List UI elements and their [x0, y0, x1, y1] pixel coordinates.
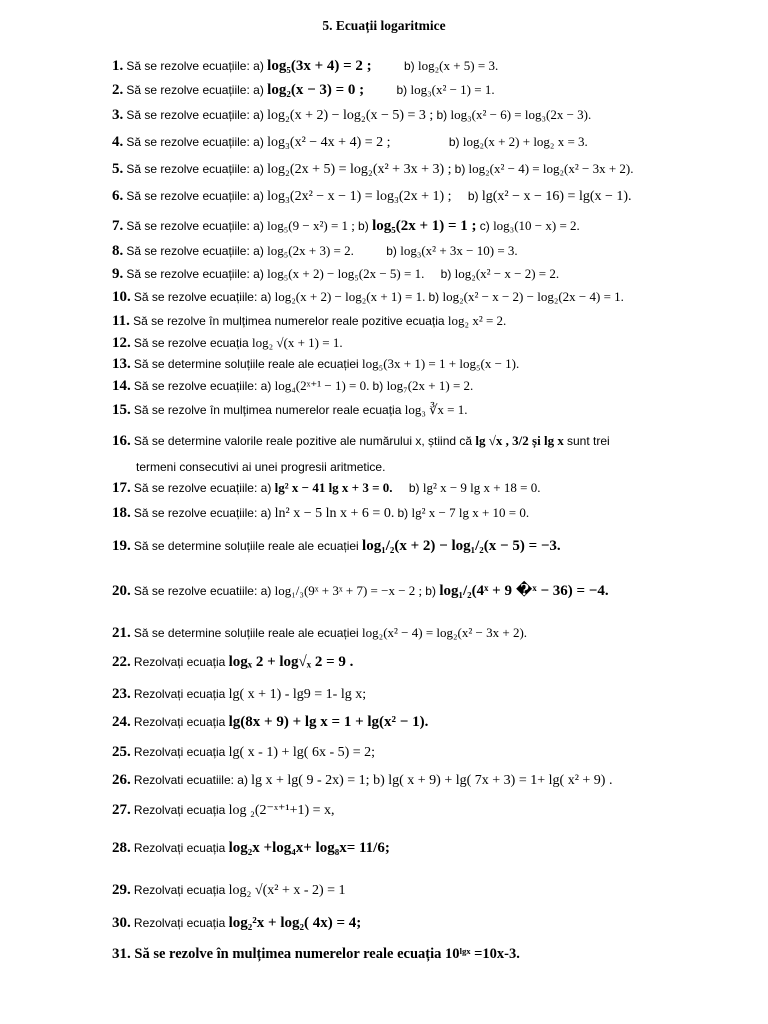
label-b: b) [448, 135, 463, 149]
equation-b: log₂(x² − x − 2) − log₂(2x − 4) = 1. [442, 289, 624, 304]
problem-21 [112, 625, 738, 641]
problem-text: Să se rezolve în mulțimea numerelor reale ecuația [133, 403, 405, 417]
equation-a: log₄(2ˣ⁺¹ − 1) = 0. [274, 378, 370, 393]
equation-b: log₃(x² − 1) = 1. [410, 82, 495, 97]
problem-text: Rezolvați ecuația [133, 655, 229, 669]
equation-b: lg² x − 9 lg x + 18 = 0. [422, 480, 541, 495]
problem-number: 11. [112, 313, 130, 329]
problem-29 [112, 882, 738, 899]
problem-28 [112, 840, 738, 856]
problem-number: 28. [112, 840, 131, 856]
label-b: b) [425, 584, 440, 598]
problem-number: 3. [112, 107, 124, 123]
equation-b: log₅(2x + 1) = 1 ; [372, 218, 477, 234]
equation-b: log₃(x² + 3x − 10) = 3. [400, 243, 518, 258]
problem-line2: termeni consecutivi ai unei progresii aritmetice. [136, 460, 386, 474]
problem-text: Să se determine soluțiile reale ale ecuației [133, 539, 363, 553]
problem-text: Rezolvați ecuația [133, 883, 229, 897]
problem-19 [112, 538, 738, 554]
problem-text: Să se rezolve ecuațiile: a) [126, 189, 268, 203]
problem-text: Să se determine soluțiile reale ale ecuației [133, 357, 363, 371]
equation-a: log₂(x + 2) − log₂(x − 5) = 3 ; [267, 108, 434, 123]
problem-text: Rezolvați ecuația [133, 803, 229, 817]
equation-a: log₃(x² − 4x + 4) = 2 ; [267, 135, 391, 150]
equation-a: log₂(x + 2) − log₂(x + 1) = 1. [274, 289, 426, 304]
problem-text: Să se rezolve ecuațiile: a) [133, 379, 275, 393]
label-b: b) [396, 83, 411, 97]
problem-number: 29. [112, 882, 131, 898]
problem-20 [112, 583, 738, 599]
equation-a: lg( x + 1) - lg9 = 1- lg x; [228, 687, 367, 702]
problem-text: Să se rezolve ecuațiile: a) [133, 290, 275, 304]
label-b: b) [372, 379, 387, 393]
problem-8 [112, 243, 738, 259]
label-b: b) [397, 506, 412, 520]
problem-number: 20. [112, 583, 131, 599]
label-b: b) [440, 267, 455, 281]
problem-text: Să se rezolve ecuațiile: a) [126, 219, 268, 233]
problem-text: Rezolvati ecuatiile: a) [133, 773, 248, 787]
equation-b: log₇(2x + 1) = 2. [386, 378, 474, 393]
equation-b: log₁/₂(4ˣ + 9 �ˣ − 36) = −4. [439, 583, 609, 599]
equation-a: log₅(3x + 1) = 1 + log₅(x − 1). [362, 356, 520, 371]
problem-11 [112, 313, 738, 329]
problem-text: Să se rezolve ecuațiile: a) [133, 506, 275, 520]
problem-text: Să se determine valorile reale pozitive ale numărului x, știind că [133, 434, 476, 448]
problem-text: Să se rezolve ecuațiile: a) [126, 83, 268, 97]
problem-number: 25. [112, 744, 131, 760]
equation-a: lg( x - 1) + lg( 6x - 5) = 2; [228, 745, 376, 760]
equation-a: log₅(3x + 4) = 2 ; [267, 58, 372, 74]
problem-number: 19. [112, 538, 131, 554]
problem-text: Rezolvați ecuația [133, 745, 229, 759]
equation-a: lg √x , 3/2 și lg x [475, 433, 564, 448]
problem-31 [112, 946, 738, 962]
equation-a: log₅(2x + 3) = 2. [267, 243, 354, 258]
problem-number: 14. [112, 378, 131, 394]
problem-26 [112, 772, 738, 789]
problem-number: 24. [112, 714, 131, 730]
problem-number: 9. [112, 266, 124, 282]
problem-5 [112, 161, 738, 178]
problem-number: 13. [112, 356, 131, 372]
problem-number: 15. [112, 402, 131, 418]
problem-30 [112, 915, 738, 931]
problem-number: 17. [112, 480, 131, 496]
equation-a: log₂ √(x + 1) = 1. [251, 335, 343, 350]
problem-text: Să se rezolve ecuațiile: a) [133, 481, 275, 495]
problem-number: 21. [112, 625, 131, 641]
label-b: b) [408, 481, 423, 495]
equation-a: log₅(9 − x²) = 1 ; [267, 218, 355, 233]
problem-number: 30. [112, 915, 131, 931]
problem-text: Să se rezolve ecuațiile: a) [126, 108, 268, 122]
equation-b: log₂(x + 2) + log₂ x = 3. [462, 134, 588, 149]
problem-15 [112, 402, 738, 418]
label-b: b) [454, 162, 466, 176]
problem-number: 6. [112, 188, 124, 204]
equation-a: log₂(x − 3) = 0 ; [267, 82, 365, 98]
problem-22 [112, 654, 738, 670]
problem-17 [112, 480, 738, 496]
problem-24 [112, 714, 738, 730]
equation-b: log₂(x² − 4) = log₂(x² − 3x + 2). [468, 161, 634, 176]
problem-text: Să se rezolve în mulțimea numerelor reale pozitive ecuația [133, 314, 448, 328]
problem-number: 2. [112, 82, 124, 98]
label-c: c) [479, 219, 494, 233]
problem-6 [112, 188, 738, 205]
equation-a: log₂ √(x² + x - 2) = 1 [228, 883, 346, 898]
problem-13 [112, 356, 738, 372]
problem-2 [112, 82, 738, 98]
problem-text: Rezolvați ecuația [133, 916, 229, 930]
problem-number: 8. [112, 243, 124, 259]
problem-number: 4. [112, 134, 124, 150]
problem-text: Rezolvați ecuația [133, 715, 229, 729]
equation-a: log₂(x² − 4) = log₂(x² − 3x + 2). [362, 625, 528, 640]
problem-number: 27. [112, 802, 131, 818]
problem-text: Rezolvați ecuația [133, 841, 229, 855]
equation-a: lg(8x + 9) + lg x = 1 + lg(x² − 1). [228, 714, 429, 730]
equation-a: log₂x +log₄x+ log₈x= 11/6; [228, 840, 390, 856]
problem-text: Să se rezolve ecuațiile: a) [126, 59, 268, 73]
problem-18 [112, 505, 738, 522]
problem-text: Să se rezolve ecuațiile: a) [126, 244, 268, 258]
label-b: b) [403, 59, 418, 73]
equation-a: log₂²x + log₂( 4x) = 4; [228, 915, 362, 931]
equation-c: log₃(10 − x) = 2. [493, 218, 580, 233]
problem-number: 31. [112, 946, 131, 962]
equation-a: log₁/₃(9ˣ + 3ˣ + 7) = −x − 2 ; [274, 583, 423, 598]
equation-b: log₂(x² − x − 2) = 2. [454, 266, 560, 281]
equation-b: lg(x² − x − 16) = lg(x − 1). [481, 189, 632, 204]
equation-a: ln² x − 5 ln x + 6 = 0. [274, 506, 395, 521]
equation-b: log₂(x + 5) = 3. [417, 58, 499, 73]
problem-number: 12. [112, 335, 131, 351]
page-title: 5. Ecuații logaritmice [322, 18, 446, 33]
equation-a: log ₂(2⁻ˣ⁺¹+1) = x, [228, 803, 335, 818]
problem-4 [112, 134, 738, 151]
problem-14 [112, 378, 738, 394]
equation-a: log₅(x + 2) − log₅(2x − 5) = 1. [267, 266, 425, 281]
label-b: b) [358, 219, 373, 233]
label-b: b) [386, 244, 401, 258]
problem-9 [112, 266, 738, 282]
label-b: b) [436, 108, 451, 122]
equation-a: lg x + lg( 9 - 2x) = 1; b) lg( x + 9) + lg( 7x + 3) = 1+ lg( x² + 9) . [251, 773, 613, 788]
equation-a: logₓ 2 + log√ₓ 2 = 9 . [228, 654, 354, 670]
equation-b: log₃(x² − 6) = log₃(2x − 3). [450, 107, 592, 122]
equation-a: log₃ ∛x = 1. [404, 402, 468, 417]
problem-12 [112, 335, 738, 351]
equation-a: lg² x − 41 lg x + 3 = 0. [274, 480, 393, 495]
label-b: b) [467, 189, 482, 203]
label-b: b) [428, 290, 443, 304]
problem-number: 23. [112, 686, 131, 702]
problem-1 [112, 58, 738, 74]
equation-a: log₂ x² = 2. [447, 313, 507, 328]
problem-number: 1. [112, 58, 124, 74]
problem-27 [112, 802, 738, 819]
equation-b: lg² x − 7 lg x + 10 = 0. [411, 505, 530, 520]
problem-text: Rezolvați ecuația [133, 687, 229, 701]
problem-text: Să se rezolve ecuațiile: a) [126, 135, 268, 149]
problem-text: Să se rezolve ecuațiile: a) [126, 267, 268, 281]
problem-7 [112, 218, 738, 234]
problem-number: 18. [112, 505, 131, 521]
problem-number: 5. [112, 161, 124, 177]
problem-tail: sunt trei [566, 434, 610, 448]
equation-a: log₃(2x² − x − 1) = log₃(2x + 1) ; [267, 189, 452, 204]
problem-25 [112, 744, 738, 761]
problem-10 [112, 289, 738, 305]
problem-text: Să se rezolve ecuația [133, 336, 252, 350]
problem-number: 16. [112, 433, 131, 449]
problem-23 [112, 686, 738, 703]
equation-a: log₁/₂(x + 2) − log₁/₂(x − 5) = −3. [362, 538, 561, 554]
problem-number: 10. [112, 289, 131, 305]
problem-number: 26. [112, 772, 131, 788]
problem-number: 7. [112, 218, 124, 234]
problem-text: Să se rezolve ecuatiile: a) [133, 584, 275, 598]
problem-text: Să se determine soluțiile reale ale ecuației [133, 626, 363, 640]
problem-3 [112, 107, 738, 124]
equation-a: log₂(2x + 5) = log₂(x² + 3x + 3) ; [267, 162, 452, 177]
problem-16 [112, 433, 738, 475]
equation-a: 10ˡᵍˣ =10x-3. [445, 946, 520, 962]
problem-number: 22. [112, 654, 131, 670]
problem-text: Să se rezolve în mulțimea numerelor reale ecuația [134, 946, 445, 962]
problem-text: Să se rezolve ecuațiile: a) [126, 162, 268, 176]
